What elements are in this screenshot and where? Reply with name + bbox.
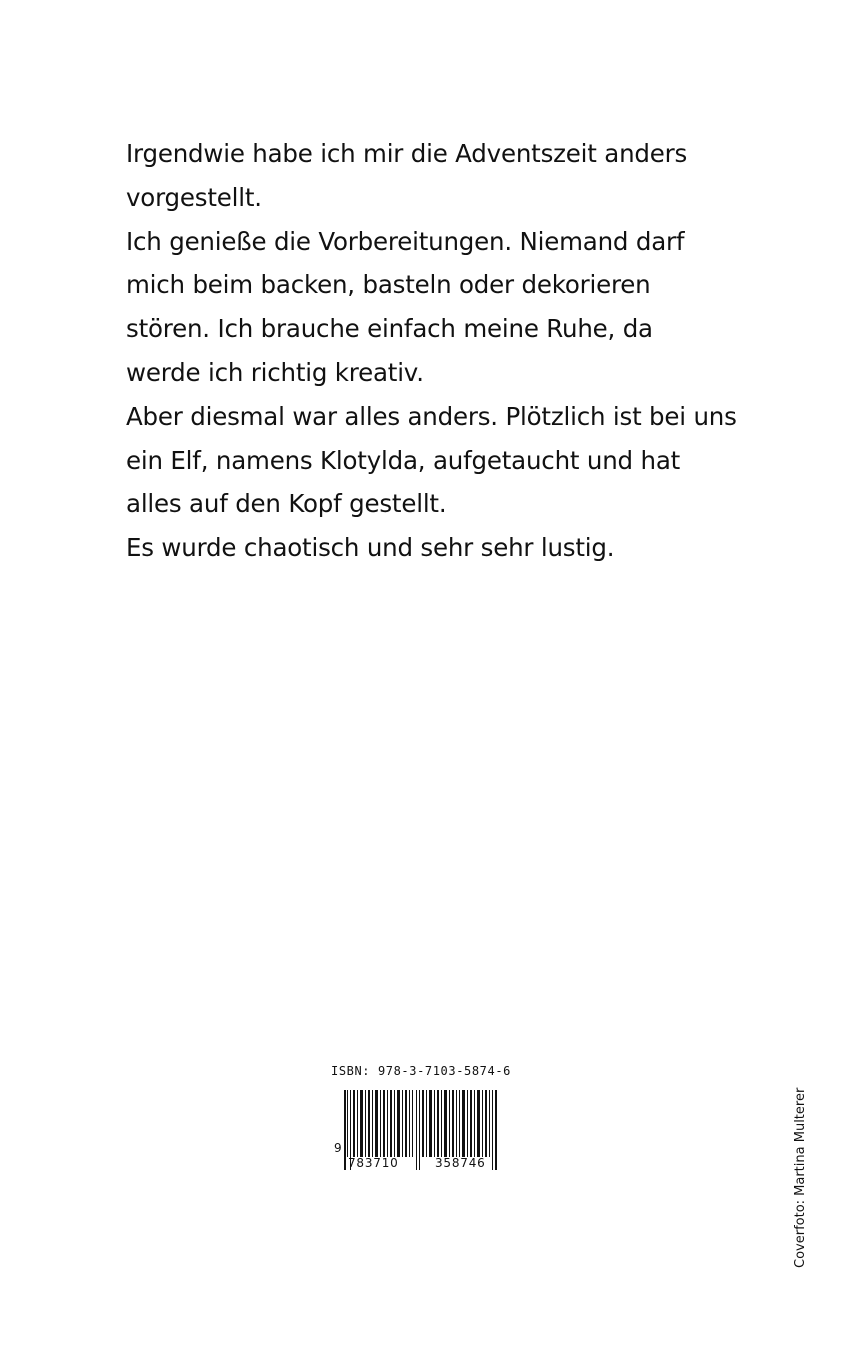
barcode-bar: [387, 1090, 388, 1157]
barcode-bar: [449, 1090, 450, 1157]
barcode-bar: [459, 1090, 460, 1157]
blurb-line: Irgendwie habe ich mir die Adventszeit anders: [126, 139, 688, 168]
barcode-bar: [380, 1090, 381, 1157]
barcode-bar: [344, 1090, 346, 1170]
barcode-bar: [368, 1090, 370, 1157]
blurb-line: ein Elf, namens Klotylda, aufgetaucht und hat: [126, 445, 681, 475]
barcode-bar: [470, 1090, 472, 1157]
barcode-bar: [426, 1090, 427, 1157]
barcode-bar: [429, 1090, 432, 1157]
barcode-bar: [360, 1090, 363, 1157]
cover-photo-credit: Coverfoto: Martina Multerer: [793, 1087, 808, 1268]
barcode-bar: [372, 1090, 373, 1157]
barcode-bar: [489, 1090, 490, 1157]
barcode-bar: [412, 1090, 413, 1157]
barcode-bar: [405, 1090, 407, 1157]
barcode-bar: [495, 1090, 497, 1170]
barcode-bar: [485, 1090, 487, 1157]
barcode-bar: [462, 1090, 465, 1157]
barcode-bar: [419, 1090, 420, 1170]
blurb-line: stören. Ich brauche einfach meine Ruhe, da: [126, 314, 653, 344]
barcode-bar: [347, 1090, 348, 1157]
barcode-bar: [394, 1090, 395, 1157]
back-cover-blurb: [126, 132, 766, 570]
barcode-bar: [375, 1090, 378, 1157]
barcode-bar: [383, 1090, 385, 1157]
barcode-bar: [353, 1090, 355, 1157]
blurb-line: mich beim backen, basteln oder dekorieren: [126, 270, 651, 300]
isbn-barcode-block: [331, 1064, 531, 1176]
barcode-bar: [365, 1090, 366, 1157]
barcode-bar: [474, 1090, 475, 1157]
barcode-bar: [456, 1090, 457, 1157]
barcode-bar: [492, 1090, 493, 1170]
barcode-bar: [437, 1090, 439, 1157]
isbn-label: ISBN: 978-3-7103-5874-6: [331, 1064, 511, 1078]
barcode-bar: [390, 1090, 392, 1157]
blurb-line: Ich genieße die Vorbereitungen. Niemand darf: [126, 226, 685, 256]
barcode-bar: [434, 1090, 435, 1157]
barcode-bar: [477, 1090, 480, 1157]
barcode-bar: [397, 1090, 400, 1157]
barcode-bar: [444, 1090, 447, 1157]
barcode-bar: [482, 1090, 483, 1157]
blurb-line: Es wurde chaotisch und sehr sehr lustig.: [126, 533, 615, 563]
barcode-bar: [422, 1090, 424, 1157]
barcode-lead-digit: 9: [334, 1141, 342, 1155]
blurb-line: alles auf den Kopf gestellt.: [126, 489, 447, 519]
barcode-right-digits: 358746: [435, 1156, 486, 1170]
barcode-left-digits: 783710: [348, 1156, 399, 1170]
barcode-bar: [467, 1090, 468, 1157]
barcode-bar: [452, 1090, 454, 1157]
barcode-bar: [402, 1090, 403, 1157]
barcode-icon: [331, 1088, 511, 1174]
blurb-line: Aber diesmal war alles anders. Plötzlich ist bei uns: [126, 401, 737, 431]
barcode-bar: [441, 1090, 442, 1157]
blurb-line: werde ich richtig kreativ.: [126, 357, 424, 387]
blurb-line: vorgestellt.: [126, 182, 262, 212]
barcode-bar: [357, 1090, 358, 1157]
barcode-bar: [409, 1090, 410, 1157]
barcode-bar: [416, 1090, 417, 1170]
